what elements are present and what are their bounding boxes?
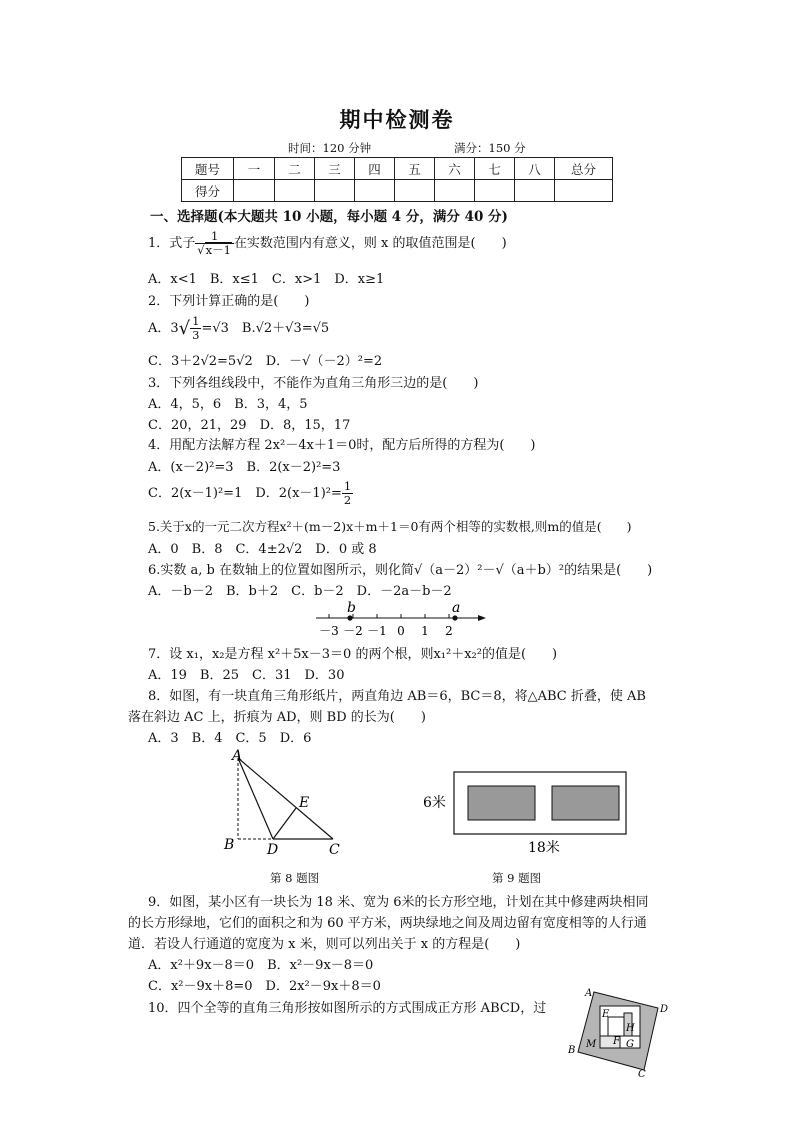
score-header-cell: 三 <box>315 158 355 180</box>
fig8-label-E: E <box>299 795 310 811</box>
score-table-score-row <box>182 180 613 202</box>
fig10-label-B: B <box>568 1045 576 1056</box>
question-5-stem: 5.关于x的一元二次方程x²＋(m－2)x＋m＋1＝0有两个相等的实数根,则m的值是( ) <box>148 519 632 534</box>
page-title: 期中检测卷 <box>339 107 455 132</box>
question-6-options: A．－b－2 B．b＋2 C．b－2 D．－2a－b－2 <box>148 584 452 599</box>
fig8-label-B: B <box>224 837 235 853</box>
point-a-dot <box>452 615 457 620</box>
question-9-options-cd: C．x²－9x＋8=0 D．2x²－9x＋8＝0 <box>148 979 381 994</box>
fig10-label-E: E <box>602 1009 610 1020</box>
question-2-options-cd: C．3＋2√2=5√2 D．－√（－2）²=2 <box>148 354 383 369</box>
fig10-inner-rect-EH <box>608 1017 624 1037</box>
fig10-label-D: D <box>660 1004 669 1015</box>
question-5-options: A．0 B．8 C．4±2√2 D．0 或 8 <box>148 542 377 557</box>
score-header-cell: 八 <box>515 158 555 180</box>
question-9-stem-line1: 9．如图，某小区有一块长为 18 米、宽为 6米的长方形空地，计划在其中修建两块相同 <box>148 895 649 910</box>
score-input-cell[interactable] <box>355 180 395 202</box>
question-3-options-cd: C．20，21，29 D．8，15，17 <box>148 418 351 433</box>
question-4-stem: 4．用配方法解方程 2x²－4x＋1＝0时，配方后所得的方程为( ) <box>148 438 536 453</box>
score-header-cell: 总分 <box>555 158 613 180</box>
fig10-label-C: C <box>638 1069 646 1078</box>
question-1-options: A．x<1 B．x≤1 C．x>1 D．x≥1 <box>148 272 385 287</box>
q4-frac-den: 2 <box>343 493 352 507</box>
fig10-label-F: F <box>613 1036 620 1047</box>
score-input-cell[interactable] <box>395 180 435 202</box>
q1-fraction <box>195 230 234 257</box>
score-header-cell: 一 <box>234 158 275 180</box>
score-table-header-row <box>182 158 613 180</box>
q1-frac-den: x－1 <box>205 243 231 257</box>
question-3-options-ab: A．4，5，6 B．3，4，5 <box>148 397 308 412</box>
question-1-stem <box>148 230 507 257</box>
q2-radical-sign: √ <box>178 318 191 339</box>
score-input-cell[interactable] <box>555 180 613 202</box>
question-8-options: A．3 B．4 C．5 D．6 <box>148 731 312 746</box>
point-b-label: b <box>347 600 356 616</box>
figure-9-rectangle <box>418 766 640 862</box>
figure-9-caption: 第 9 题图 <box>492 871 542 885</box>
question-8-stem-line2: 落在斜边 AC 上，折痕为 AD，则 BD 的长为( ) <box>128 710 426 725</box>
q1-frac-num: 1 <box>195 230 234 244</box>
question-6-stem: 6.实数 a, b 在数轴上的位置如图所示，则化简√（a－2）²－√（a＋b）²的结果是( ) <box>148 563 653 578</box>
number-line-tick-label: －3 <box>319 624 339 638</box>
time-limit: 时间：120 分钟 <box>288 141 372 155</box>
point-a-label: a <box>452 600 461 616</box>
fig8-segment-DE <box>273 808 296 839</box>
question-9-options-ab: A．x²＋9x－8＝0 B．x²－9x－8＝0 <box>148 958 374 973</box>
q1-pre: 1．式子 <box>148 236 196 251</box>
q2-frac-den: 3 <box>192 328 200 342</box>
number-line-figure <box>310 598 490 640</box>
number-line-tick-label: －2 <box>343 624 363 638</box>
section-heading-choice: 一、选择题(本大题共 10 小题，每小题 4 分，满分 40 分) <box>150 209 508 225</box>
fig10-label-A: A <box>585 988 593 999</box>
number-line-tick-label: 1 <box>421 624 429 638</box>
fig8-label-A: A <box>232 748 243 764</box>
score-input-cell[interactable] <box>435 180 475 202</box>
q2-opt-a-pre: A．3 <box>148 321 179 336</box>
score-input-cell[interactable] <box>275 180 315 202</box>
question-2-options-ab <box>148 315 329 342</box>
fig10-label-H: H <box>626 1023 635 1034</box>
q2-opt-a-post: =√3 B.√2＋√3=√5 <box>201 321 330 336</box>
score-header-cell: 四 <box>355 158 395 180</box>
q4-fraction <box>342 480 353 507</box>
score-input-cell[interactable] <box>475 180 515 202</box>
question-8-stem-line1: 8．如图，有一块直角三角形纸片，两直角边 AB＝6，BC＝8，将△ABC 折叠，使 AB <box>148 689 646 704</box>
fig8-crease-AD <box>238 758 273 839</box>
q1-frac-den-wrap: √x－1 <box>197 243 231 257</box>
fig9-width-label: 6米 <box>423 795 446 811</box>
score-table <box>181 157 613 202</box>
question-10-stem: 10．四个全等的直角三角形按如图所示的方式围成正方形 ABCD，过 <box>148 1001 547 1016</box>
number-line-tick-label: 2 <box>445 624 453 638</box>
fig9-length-label: 18米 <box>528 840 560 856</box>
score-input-cell[interactable] <box>234 180 275 202</box>
score-input-cell[interactable] <box>315 180 355 202</box>
fig8-label-C: C <box>329 842 340 858</box>
fig10-label-G: G <box>626 1039 634 1050</box>
question-4-options-cd <box>148 480 353 507</box>
figure-8-caption: 第 8 题图 <box>270 871 320 885</box>
question-7-options: A．19 B．25 C．31 D．30 <box>148 668 345 683</box>
question-9-stem-line2: 的长方形绿地，它们的面积之和为 60 平方米，两块绿地之间及周边留有宽度相等的人行通 <box>128 916 647 931</box>
fig9-green-plot-right <box>552 786 619 820</box>
number-line-tick-label: －1 <box>367 624 387 638</box>
fig8-side-AC <box>238 758 333 839</box>
point-b-dot <box>347 615 352 620</box>
score-header-cell: 题号 <box>182 158 234 180</box>
question-7-stem: 7．设 x₁，x₂是方程 x²＋5x－3＝0 的两个根，则x₁²＋x₂²的值是( ) <box>148 647 558 662</box>
q1-post: 在实数范围内有意义，则 x 的取值范围是( ) <box>233 236 507 251</box>
number-line-arrow <box>478 615 486 621</box>
fig10-label-M: M <box>586 1039 597 1050</box>
question-3-stem: 3．下列各组线段中，不能作为直角三角形三边的是( ) <box>148 376 479 391</box>
fig8-label-D: D <box>267 842 279 858</box>
score-header-cell: 五 <box>395 158 435 180</box>
question-9-stem-line3: 道．若设人行通道的宽度为 x 米，则可以列出关于 x 的方程是( ) <box>128 937 521 952</box>
q2-fraction <box>190 315 201 342</box>
number-line-tick-label: 0 <box>397 624 405 638</box>
fig9-green-plot-left <box>468 786 535 820</box>
full-score: 满分：150 分 <box>454 141 526 155</box>
figure-8-triangle <box>218 748 350 858</box>
figure-10-square <box>564 986 674 1078</box>
score-row-label: 得分 <box>182 180 234 202</box>
score-header-cell: 六 <box>435 158 475 180</box>
q2-frac-num: 1 <box>192 314 200 328</box>
score-header-cell: 二 <box>275 158 315 180</box>
score-input-cell[interactable] <box>515 180 555 202</box>
question-4-options-ab: A．(x－2)²=3 B．2(x－2)²=3 <box>148 460 341 475</box>
q4-line2-pre: C．2(x－1)²=1 D．2(x－1)²= <box>148 486 342 501</box>
q4-frac-num: 1 <box>343 479 352 493</box>
question-2-stem: 2．下列计算正确的是( ) <box>148 294 310 309</box>
score-header-cell: 七 <box>475 158 515 180</box>
